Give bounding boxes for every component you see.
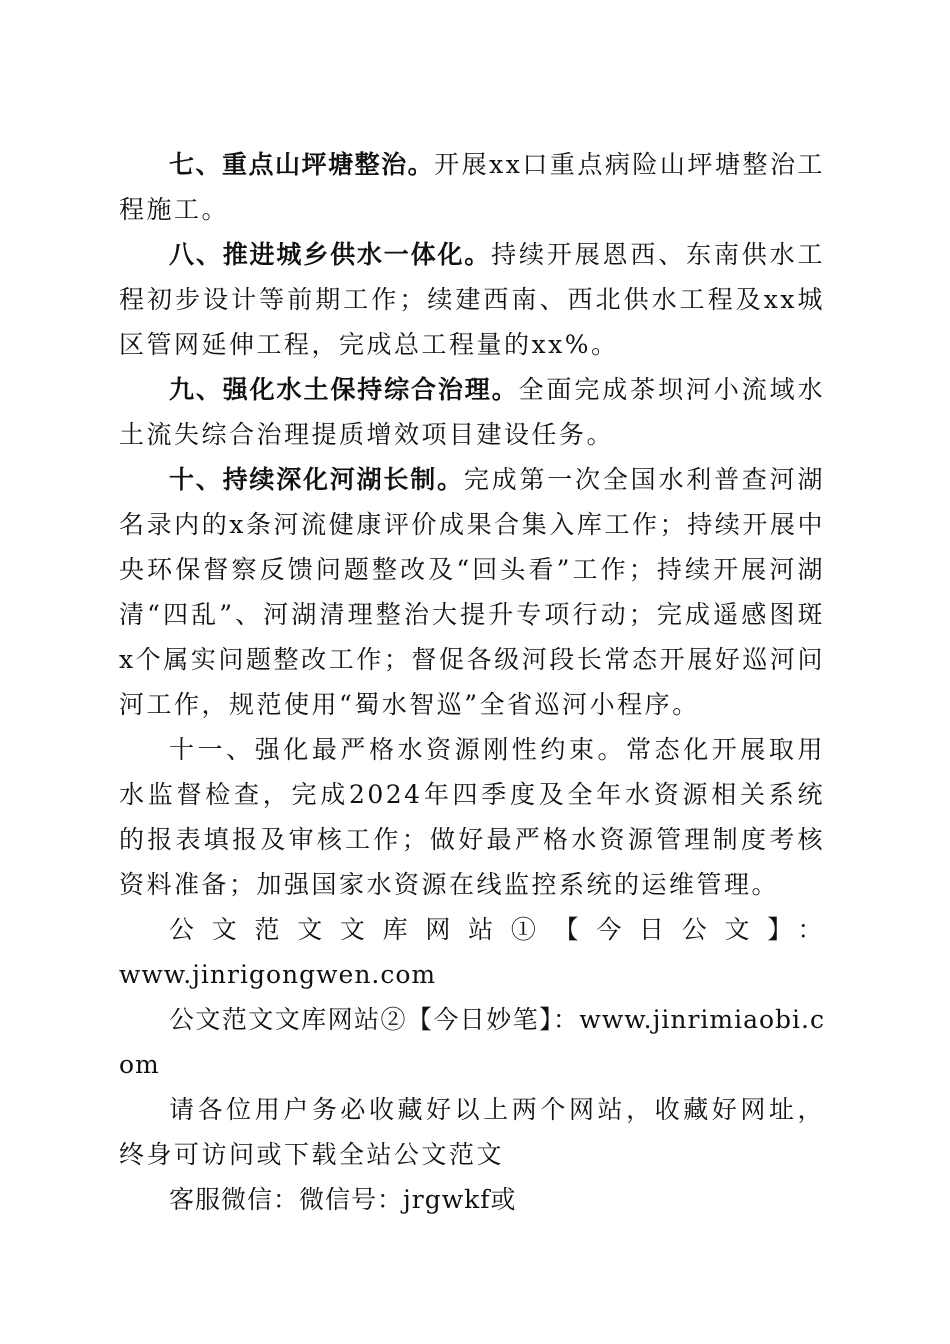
section-8-body: 持续开展恩西、东南供水工程初步设计等前期工作；续建西南、西北供水工程及xx城区管网延伸工程，完成总工程量的xx%。 xyxy=(119,240,825,359)
notice: 请各位用户务必收藏好以上两个网站，收藏好网址，终身可访问或下载全站公文范文 xyxy=(119,1095,825,1169)
section-10 xyxy=(119,457,825,727)
section-11: 十一、强化最严格水资源刚性约束。常态化开展取用水监督检查，完成2024年四季度及全年水资源相关系统的报表填报及审核工作；做好最严格水资源管理制度考核资料准备；加强国家水资源在线监控系统的运维管理。 xyxy=(119,735,825,899)
site-2-line: 公文范文文库网站②【今日妙笔】：www.jinrimiaobi.com xyxy=(119,1005,825,1079)
contact: 客服微信：微信号：jrgwkf或 xyxy=(169,1185,517,1214)
section-9-heading: 九、强化水土保持综合治理。 xyxy=(169,375,519,404)
section-9 xyxy=(119,367,825,457)
section-7-body: 开展xx口重点病险山坪塘整治工程施工。 xyxy=(119,150,825,224)
section-8 xyxy=(119,232,825,367)
section-7 xyxy=(119,142,825,232)
document-page xyxy=(119,142,825,1222)
section-8-heading: 八、推进城乡供水一体化。 xyxy=(169,240,492,269)
site-1-label: 公文范文文库网站①【今日公文】： xyxy=(169,915,825,944)
section-7-heading: 七、重点山坪塘整治。 xyxy=(169,150,435,179)
site-1-url[interactable]: www.jinrigongwen.com xyxy=(119,960,437,989)
section-9-body: 全面完成茶坝河小流域水土流失综合治理提质增效项目建设任务。 xyxy=(119,375,825,449)
section-10-heading: 十、持续深化河湖长制。 xyxy=(169,465,464,494)
section-10-body: 完成第一次全国水利普查河湖名录内的x条河流健康评价成果合集入库工作；持续开展中央环保督察反馈问题整改及“回头看”工作；持续开展河湖清“四乱”、河湖清理整治大提升专项行动；完成遥感图斑x个属实问题整改工作；督促各级河段长常态开展好巡河问河工作，规范使用“蜀水智巡”全省巡河小程序。 xyxy=(119,465,825,719)
